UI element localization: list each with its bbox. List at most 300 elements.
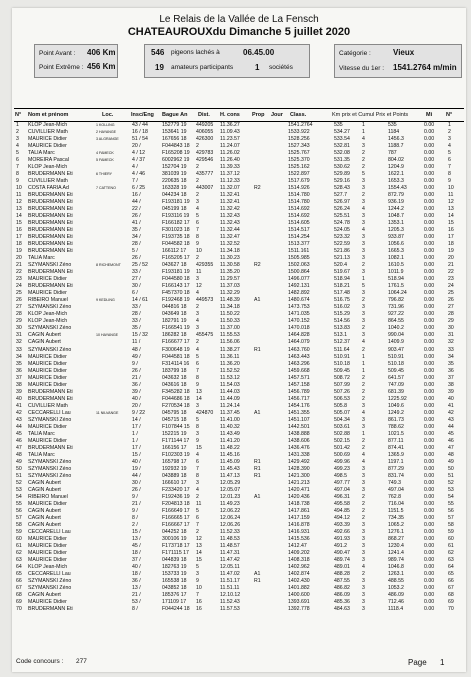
row-count: 3: [362, 606, 365, 613]
row-hc: 12.05.11: [220, 563, 240, 570]
row-dist: 455475: [196, 332, 214, 339]
row-rank: 32: [16, 339, 22, 346]
row-dist: 4: [196, 486, 199, 493]
row-rank-right: 11: [448, 192, 454, 199]
row-rank-right: 26: [448, 297, 454, 304]
row-bague: F193181 19: [162, 199, 190, 206]
row-name: BRUDERMANN Eti: [28, 269, 73, 276]
row-insc: 8 /: [132, 514, 138, 521]
row-insc: 48 /: [132, 346, 141, 353]
row-prize: 486.09: [334, 592, 350, 599]
row-dist: 3: [196, 571, 199, 577]
row-hc: 12.06.22: [220, 507, 241, 514]
row-count: 2: [362, 164, 365, 171]
row-insc: 15 /: [132, 451, 141, 458]
row-insc: 33 /: [132, 318, 141, 325]
row-rank-right: 38: [448, 381, 454, 388]
row-insc: 14 /: [132, 416, 141, 423]
row-cumul: 1241.4: [388, 549, 404, 556]
row-count: 3: [362, 241, 365, 248]
row-points: 0.00: [424, 606, 435, 613]
row-speed: 1438.606: [288, 437, 310, 444]
row-insc: 9 /: [132, 507, 138, 514]
row-cumul: 1184: [388, 129, 400, 136]
row-loc: 9 KEDLING: [96, 298, 115, 303]
table-row: [14, 466, 464, 473]
table-row: [14, 501, 464, 508]
row-points: 0.00: [424, 262, 435, 269]
row-bague: F044582 18: [162, 241, 190, 248]
row-insc: 17 /: [132, 444, 141, 451]
row-hc: 11.48.22: [220, 444, 240, 451]
row-rank: 2: [16, 129, 19, 136]
row-hc: 11.37.45: [220, 409, 240, 416]
row-insc: 33 /: [132, 269, 141, 276]
table-row: [14, 564, 464, 571]
row-points: 0.00: [424, 563, 435, 570]
row-rank-right: 68: [448, 592, 454, 599]
table-row: [14, 368, 464, 375]
row-dist: 4: [196, 451, 199, 458]
row-name: MAURICE Didier: [28, 500, 67, 507]
amateurs-count: 19: [155, 63, 164, 72]
row-insc: 15 / 32: [132, 332, 148, 339]
row-prize: 505.8: [334, 402, 347, 409]
row-dist: 8: [196, 423, 199, 430]
row-rank-right: 12: [448, 199, 454, 206]
row-bague: F044843 18: [162, 143, 190, 150]
row-name: BRUDERMANN Eti: [28, 213, 73, 220]
row-rank: 15: [16, 220, 22, 227]
col-mi: Mi: [426, 112, 433, 118]
row-rank-right: 67: [448, 585, 454, 592]
row-speed: 1451.107: [288, 416, 310, 423]
row-count: 2: [362, 444, 365, 451]
row-bague: 043632 18: [162, 374, 187, 381]
row-bague: 045795 18: [162, 409, 187, 416]
row-cumul: 1056.6: [388, 241, 404, 248]
row-insc: 20 /: [132, 402, 141, 409]
col-insc: Insc/Eng: [131, 112, 154, 118]
row-hc: 12.06.24: [220, 514, 241, 521]
row-cumul: 1082.1: [388, 255, 404, 262]
row-insc: 16 / 18: [132, 129, 148, 136]
row-dist: 4: [196, 206, 199, 213]
row-dist: 2: [196, 493, 199, 500]
row-name: SZYMANSKI Zéno: [28, 346, 72, 353]
row-cumul: 877.11: [388, 437, 404, 444]
col-prop: Prop: [252, 112, 265, 118]
row-cumul: 1456.3: [388, 136, 404, 143]
row-dist: 8: [196, 234, 199, 241]
row-speed: 1457.158: [288, 381, 310, 388]
table-row: [14, 487, 464, 494]
row-points: 0.00: [424, 556, 435, 563]
row-bague: 045199 18: [162, 206, 187, 213]
row-bague: F166665 17: [162, 514, 190, 521]
row-dist: 3: [196, 199, 199, 206]
row-speed: 1517.679: [288, 178, 310, 185]
row-insc: 4 /: [132, 164, 138, 171]
row-cumul: 1197.1: [388, 458, 404, 465]
row-dist: 15: [196, 556, 202, 563]
row-dist: 3: [196, 430, 199, 437]
row-count: 2: [362, 325, 365, 332]
row-name: SZYMANSKI Zéno: [28, 262, 72, 269]
row-insc: 9 /: [132, 493, 138, 500]
row-dist: 16: [196, 606, 202, 613]
row-insc: 22 /: [132, 206, 141, 213]
row-hc: 11.38.27: [220, 346, 240, 353]
row-prize: 493.39: [334, 521, 350, 528]
row-insc: 25 / 52: [132, 262, 148, 269]
row-cumul: 1225.92: [388, 395, 407, 402]
row-name: CAGIN Aubert: [28, 486, 61, 493]
row-rank: 34: [16, 353, 22, 360]
row-bague: 163328 19: [162, 185, 187, 192]
row-name: SZYMANSKI Zéno: [28, 325, 72, 332]
row-rank: 23: [16, 276, 22, 283]
row-rank-right: 19: [448, 248, 454, 255]
row-rank-right: 59: [448, 528, 454, 535]
row-count: 3: [362, 528, 365, 535]
row-count: 4: [362, 136, 365, 143]
row-cumul: 1118.4: [388, 606, 404, 613]
row-speed: 1408.318: [288, 556, 310, 563]
row-prize: 534.27: [334, 129, 350, 136]
row-insc: 18 /: [132, 571, 141, 577]
row-bague: F193181 19: [162, 269, 190, 276]
row-name: CECCARELLI Lau: [28, 409, 71, 416]
row-rank: 47: [16, 444, 22, 451]
row-insc: 28 /: [132, 311, 141, 318]
row-count: 3: [362, 542, 365, 549]
table-row: [14, 283, 464, 290]
row-name: BRUDERMANN Eti: [28, 444, 73, 451]
row-hc: 11.24.07: [220, 143, 240, 150]
row-prize: 502.88: [334, 430, 350, 437]
row-speed: 1417.861: [288, 507, 310, 514]
row-speed: 1416.878: [288, 521, 310, 528]
row-rank: 38: [16, 381, 22, 388]
col-loc: Loc.: [102, 112, 114, 118]
row-insc: 13 /: [132, 535, 141, 542]
row-name: SZYMANSKI Zéno: [28, 416, 72, 423]
row-rank: 36: [16, 367, 22, 374]
row-rank: 10: [16, 185, 22, 192]
table-row: [14, 354, 464, 361]
row-prize: 524.05: [334, 227, 350, 234]
row-speed: 1525.767: [288, 150, 310, 157]
row-prize: 504.34: [334, 416, 350, 423]
row-cumul: 868.27: [388, 535, 404, 542]
row-rank-right: 41: [448, 402, 454, 409]
row-count: 4: [362, 409, 365, 416]
row-name: KLOP Jean-Mich: [28, 318, 68, 325]
row-count: 3: [362, 213, 365, 220]
row-rank: 16: [16, 227, 22, 234]
row-rank-right: 23: [448, 276, 454, 283]
row-count: 3: [362, 521, 365, 528]
row-points: 0.00: [424, 157, 435, 164]
row-cumul: 1263.1: [388, 571, 404, 577]
row-points: 0.00: [424, 430, 435, 437]
row-loc: 2 HAYANGE: [96, 130, 117, 135]
row-dist: 3: [196, 402, 199, 409]
row-cumul: 1049.6: [388, 402, 404, 409]
row-speed: 1514.780: [288, 199, 310, 206]
row-insc: 26 /: [132, 255, 141, 262]
row-cumul: 497.04: [388, 486, 404, 493]
row-prop: A1: [254, 571, 261, 577]
row-prize: 512.37: [334, 339, 350, 346]
row-count: 3: [362, 304, 365, 311]
table-row: [14, 578, 464, 585]
row-rank: 54: [16, 493, 22, 500]
row-rank: 3: [16, 136, 19, 143]
row-speed: 1463.760: [288, 346, 310, 353]
category-box: [334, 44, 462, 78]
table-row: [14, 332, 464, 339]
row-hc: 11.34.18: [220, 248, 240, 255]
row-prize: 499.96: [334, 458, 350, 465]
row-rank-right: 43: [448, 416, 454, 423]
row-rank-right: 69: [448, 599, 454, 606]
row-cumul: 933.87: [388, 234, 404, 241]
table-row: [14, 290, 464, 297]
row-points: 0.00: [424, 269, 435, 276]
row-count: 4: [362, 227, 365, 234]
row-loc: 4 FAMECK: [96, 151, 114, 156]
row-dist: 2: [196, 528, 199, 535]
row-points: 0.00: [424, 290, 435, 297]
row-speed: 1393.691: [288, 599, 310, 606]
row-hc: 11.51.17: [220, 578, 240, 585]
row-rank-right: 25: [448, 290, 454, 297]
row-loc: 10 HAYANGE: [96, 333, 119, 338]
row-count: 2: [362, 157, 365, 164]
row-count: 3: [362, 465, 365, 472]
vitesse-label: Vitesse du 1er :: [339, 65, 385, 72]
row-prize: 507.26: [334, 388, 350, 395]
table-row: [14, 206, 464, 213]
row-cumul: 1065.2: [388, 521, 404, 528]
row-insc: 4 / 46: [132, 171, 145, 178]
row-insc: 40 /: [132, 458, 141, 465]
row-rank-right: 51: [448, 472, 454, 479]
row-speed: 1514.517: [288, 227, 310, 234]
col-n: N°: [15, 112, 22, 118]
table-row: [14, 192, 464, 199]
row-bague: 153641 19: [162, 129, 187, 136]
table-row: [14, 438, 464, 445]
row-rank-right: 49: [448, 458, 454, 465]
row-hc: 11.44.09: [220, 395, 240, 402]
row-prize: 494.85: [334, 507, 350, 514]
row-rank-right: 45: [448, 430, 454, 437]
row-bague: 185376 17: [162, 592, 187, 599]
row-cumul: 1230.4: [388, 542, 404, 549]
row-cumul: 990.04: [388, 332, 404, 339]
row-bague: F193735 18: [162, 234, 190, 241]
row-bague: 186282 18: [162, 332, 187, 339]
row-dist: 6: [196, 458, 199, 465]
row-name: CAGIN Aubert: [28, 332, 61, 339]
row-insc: 30 /: [132, 479, 141, 486]
row-rank-right: 4: [448, 143, 451, 150]
row-rank-right: 2: [448, 129, 451, 136]
row-dist: 2: [196, 192, 199, 199]
row-rank: 57: [16, 514, 22, 521]
row-hc: 11.40.32: [220, 423, 240, 430]
row-rank-right: 44: [448, 423, 454, 430]
row-cumul: 510.91: [388, 353, 404, 360]
row-dist: 9: [196, 578, 199, 585]
row-prize: 525.51: [334, 213, 350, 220]
row-prize: 511.64: [334, 346, 350, 353]
row-bague: 182763 19: [162, 563, 187, 570]
row-dist: 6: [196, 360, 199, 367]
row-hc: 11.55.53: [220, 332, 240, 339]
row-insc: 43 / 44: [132, 122, 148, 128]
row-count: 1: [362, 122, 365, 128]
row-bague: F166649 17: [162, 507, 190, 514]
table-row: [14, 171, 464, 178]
row-bague: 165538 18: [162, 578, 187, 585]
row-hc: 11.23.57: [220, 136, 240, 143]
row-name: CECCARELLI Lau: [28, 571, 71, 577]
row-rank: 5: [16, 150, 19, 157]
row-speed: 1459.668: [288, 367, 310, 374]
row-hc: 11.32.42: [220, 206, 240, 213]
row-prize: 517.48: [334, 290, 350, 297]
row-rank-right: 35: [448, 360, 454, 367]
row-prize: 523.32: [334, 234, 350, 241]
row-count: 3: [362, 332, 365, 339]
row-bague: F193116 19: [162, 213, 190, 220]
table-row: [14, 424, 464, 431]
row-points: 0.00: [424, 416, 435, 423]
row-insc: 44 /: [132, 199, 141, 206]
row-bague: F345282 18: [162, 388, 190, 395]
row-name: CECCARELLI Lau: [28, 528, 71, 535]
row-dist: 4: [196, 318, 199, 325]
row-cumul: 1048.7: [388, 213, 404, 220]
row-cumul: 1409.9: [388, 339, 404, 346]
row-name: MAURICE Didier: [28, 367, 67, 374]
row-count: 3: [362, 269, 365, 276]
row-hc: 11.45.09: [220, 458, 240, 465]
row-loc: 5 FAMECK: [96, 158, 114, 163]
table-row: [14, 164, 464, 171]
row-speed: 1514.692: [288, 213, 310, 220]
row-prop: A1: [254, 409, 261, 416]
row-name: MAURICE Didier: [28, 556, 67, 563]
row-dist: 5: [196, 563, 199, 570]
code-concours-label: Code concours :: [16, 658, 64, 665]
row-insc: 8 /: [132, 606, 138, 613]
row-name: MOREIRA Pascal: [28, 157, 69, 164]
row-rank: 70: [16, 606, 22, 613]
table-row: [14, 403, 464, 410]
row-loc: 8 RICHEMONT: [96, 263, 121, 268]
row-speed: 1528.256: [288, 136, 310, 143]
row-rank: 63: [16, 556, 22, 563]
row-bague: F171144 17: [162, 437, 190, 444]
row-points: 0.00: [424, 206, 435, 213]
row-rank: 40: [16, 395, 22, 402]
row-prize: 497.77: [334, 479, 350, 486]
row-dist: 13: [196, 388, 202, 395]
row-name: MAURICE Didier: [28, 599, 67, 606]
row-bague: F171115 17: [162, 549, 189, 556]
row-rank: 69: [16, 599, 22, 606]
row-dist: 7: [196, 367, 199, 374]
row-cumul: 747.09: [388, 381, 404, 388]
row-name: KLOP Jean-Mich: [28, 311, 68, 318]
table-row: [14, 143, 464, 150]
row-dist: 429783: [196, 150, 214, 157]
row-points: 0.00: [424, 388, 435, 395]
row-name: BRUDERMANN Eti: [28, 241, 73, 248]
row-insc: 5 /: [132, 248, 138, 255]
row-points: 0.00: [424, 585, 435, 592]
row-count: 3: [362, 402, 365, 409]
row-insc: 11 /: [132, 339, 141, 346]
row-points: 0.00: [424, 178, 435, 185]
row-points: 0.00: [424, 276, 435, 283]
row-dist: 16: [196, 599, 202, 606]
row-cumul: 1040.2: [388, 325, 404, 332]
row-insc: 26 /: [132, 486, 141, 493]
row-count: 3: [362, 199, 365, 206]
table-row: [14, 361, 464, 368]
row-insc: 40 /: [132, 563, 141, 570]
row-speed: 1541.2764: [288, 122, 313, 128]
row-points: 0.00: [424, 381, 435, 388]
row-count: 2: [362, 374, 365, 381]
row-points: 0.00: [424, 150, 435, 157]
row-hc: 11.54.03: [220, 381, 240, 388]
row-dist: 7: [196, 227, 199, 234]
row-count: 3: [362, 234, 365, 241]
row-count: 2: [362, 192, 365, 199]
row-insc: 1 /: [132, 430, 138, 437]
row-hc: 11.48.53: [220, 535, 240, 542]
row-insc: 1 /: [132, 437, 138, 444]
row-dist: 449205: [196, 122, 214, 128]
row-dist: 424870: [196, 409, 214, 416]
row-dist: 4: [196, 290, 199, 297]
row-rank: 21: [16, 262, 22, 269]
row-bague: 152779 19: [162, 122, 187, 128]
row-rank-right: 46: [448, 437, 454, 444]
row-rank: 1: [16, 122, 19, 128]
row-speed: 1415.536: [288, 535, 310, 542]
row-insc: 44 /: [132, 472, 141, 479]
row-count: 2: [362, 346, 365, 353]
results-table: [14, 122, 464, 613]
row-speed: 1533.922: [288, 129, 310, 136]
row-speed: 1492.131: [288, 283, 310, 290]
row-name: SZYMANSKI Zéno: [28, 585, 72, 592]
row-hc: 11.41.20: [220, 437, 240, 444]
row-points: 0.00: [424, 360, 435, 367]
row-points: 0.00: [424, 500, 435, 507]
row-speed: 1470.152: [288, 318, 310, 325]
row-prize: 491.2: [334, 542, 347, 549]
row-rank-right: 53: [448, 486, 454, 493]
